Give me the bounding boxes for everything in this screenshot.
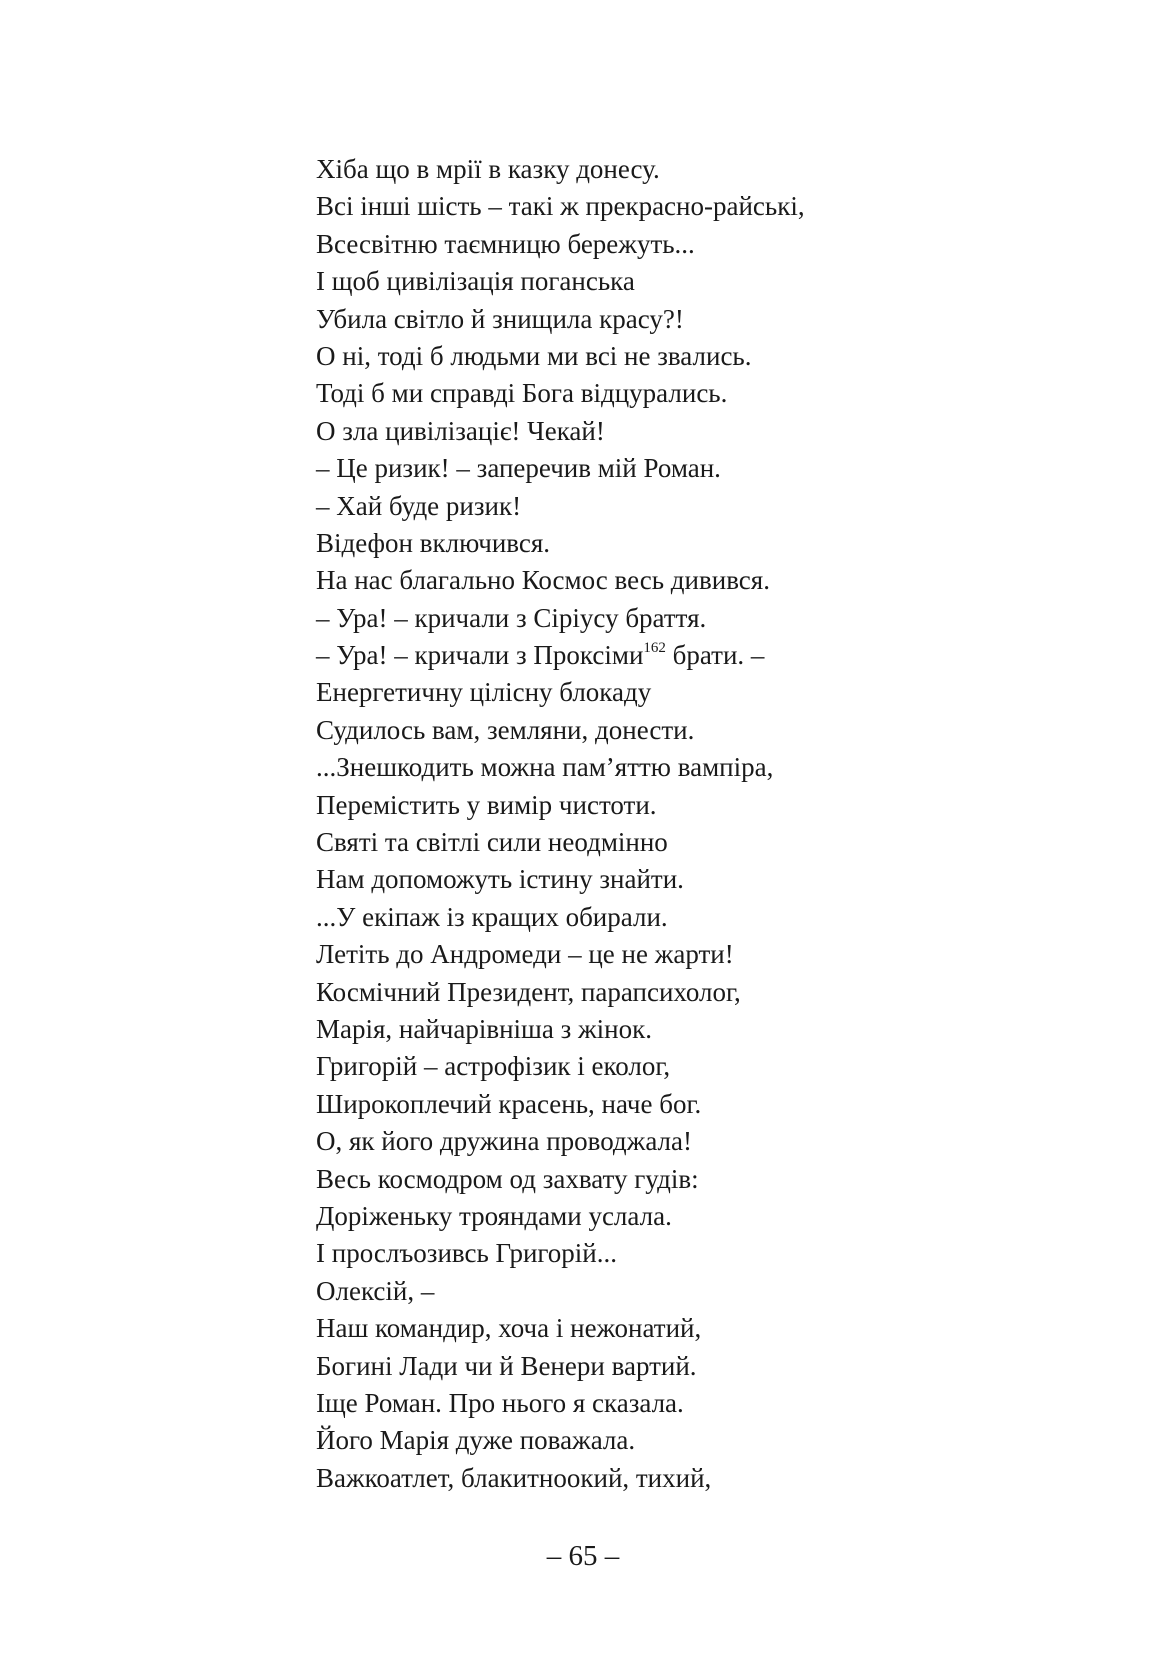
poem-line	[316, 1273, 1076, 1310]
poem-line	[316, 1385, 1076, 1422]
poem-line	[316, 301, 1076, 338]
poem-line-text: – Ура! – кричали з Сіріусу браття.	[316, 602, 707, 633]
poem-line-text: Космічний Президент, парапсихолог,	[316, 976, 741, 1007]
poem-line	[316, 787, 1076, 824]
poem-line-text: Його Марія дуже поважала.	[316, 1425, 636, 1456]
poem-text	[316, 151, 1076, 1497]
poem-line-text: Богині Лади чи й Венери вартий.	[316, 1350, 697, 1381]
poem-line-text: Судилось вам, земляни, донести.	[316, 714, 695, 745]
poem-line-text: І прослъозивсь Григорій...	[316, 1238, 617, 1269]
poem-line-text: Перемістить у вимір чистоти.	[316, 789, 657, 820]
poem-line	[316, 226, 1076, 263]
poem-line	[316, 1048, 1076, 1085]
poem-line-text: Широкоплечий красень, наче бог.	[316, 1088, 702, 1119]
poem-line-text: ...У екіпаж із кращих обирали.	[316, 901, 668, 932]
poem-line	[316, 899, 1076, 936]
poem-line	[316, 338, 1076, 375]
poem-line-text: Тоді б ми справді Бога відцурались.	[316, 378, 728, 409]
poem-line	[316, 1123, 1076, 1160]
poem-line-text: О, як його дружина проводжала!	[316, 1126, 692, 1157]
poem-line	[316, 1235, 1076, 1272]
poem-line-text: Нам допоможуть істину знайти.	[316, 864, 684, 895]
poem-line	[316, 1011, 1076, 1048]
poem-line	[316, 263, 1076, 300]
poem-line	[316, 1086, 1076, 1123]
poem-line-text: Доріженьку трояндами услала.	[316, 1200, 672, 1231]
poem-line	[316, 562, 1076, 599]
poem-line	[316, 712, 1076, 749]
poem-line-text: ...Знешкодить можна пам’яттю вампіра,	[316, 752, 774, 783]
poem-line	[316, 1348, 1076, 1385]
poem-line-text: Марія, найчарівніша з жінок.	[316, 1013, 652, 1044]
poem-line-text: Наш командир, хоча і нежонатий,	[316, 1313, 702, 1344]
poem-line	[316, 637, 1076, 674]
poem-line-text: Іще Роман. Про нього я сказала.	[316, 1387, 684, 1418]
poem-line	[316, 600, 1076, 637]
poem-line-text: Григорій – астрофізик і еколог,	[316, 1051, 671, 1082]
poem-line	[316, 749, 1076, 786]
poem-line-text: На нас благально Космос весь дивився.	[316, 565, 770, 596]
poem-line-text: І щоб цивілізація поганська	[316, 266, 635, 297]
poem-line-text: О ні, тоді б людьми ми всі не звались.	[316, 340, 752, 371]
poem-line-text: Важкоатлет, блакитноокий, тихий,	[316, 1462, 712, 1493]
poem-line	[316, 1422, 1076, 1459]
poem-line	[316, 450, 1076, 487]
poem-line	[316, 936, 1076, 973]
poem-line-text: Енергетичну цілісну блокаду	[316, 677, 652, 708]
poem-line	[316, 525, 1076, 562]
poem-line	[316, 1161, 1076, 1198]
poem-line	[316, 375, 1076, 412]
poem-line-text: – Хай буде ризик!	[316, 490, 522, 521]
poem-line	[316, 1460, 1076, 1497]
poem-line-text: Всесвітню таємницю бережуть...	[316, 228, 695, 259]
poem-line	[316, 188, 1076, 225]
poem-line-text: Олексій, –	[316, 1275, 435, 1306]
poem-line-text: О зла цивілізаціє! Чекай!	[316, 415, 605, 446]
poem-line-text: Відефон включився.	[316, 527, 551, 558]
poem-line-text: Весь космодром од захвату гудів:	[316, 1163, 699, 1194]
poem-line	[316, 413, 1076, 450]
poem-line-text-continued: брати. –	[665, 640, 765, 671]
footnote-marker: 162	[643, 640, 666, 657]
poem-line	[316, 974, 1076, 1011]
poem-line	[316, 861, 1076, 898]
poem-line-text: – Це ризик! – заперечив мій Роман.	[316, 453, 721, 484]
poem-line-text: Святі та світлі сили неодмінно	[316, 827, 668, 858]
poem-line	[316, 151, 1076, 188]
poem-line	[316, 824, 1076, 861]
poem-line-text: Всі інші шість – такі ж прекрасно-райські,	[316, 191, 805, 222]
poem-line	[316, 488, 1076, 525]
poem-line-text: – Ура! – кричали з Проксіми	[316, 640, 644, 671]
poem-line	[316, 1310, 1076, 1347]
poem-line	[316, 674, 1076, 711]
poem-line-text: Хіба що в мрії в казку донесу.	[316, 154, 660, 184]
poem-line-text: Летіть до Андромеди – це не жарти!	[316, 939, 734, 970]
page-number: – 65 –	[546, 1540, 620, 1572]
poem-line-text: Убила світло й знищила красу?!	[316, 303, 684, 334]
poem-line	[316, 1198, 1076, 1235]
